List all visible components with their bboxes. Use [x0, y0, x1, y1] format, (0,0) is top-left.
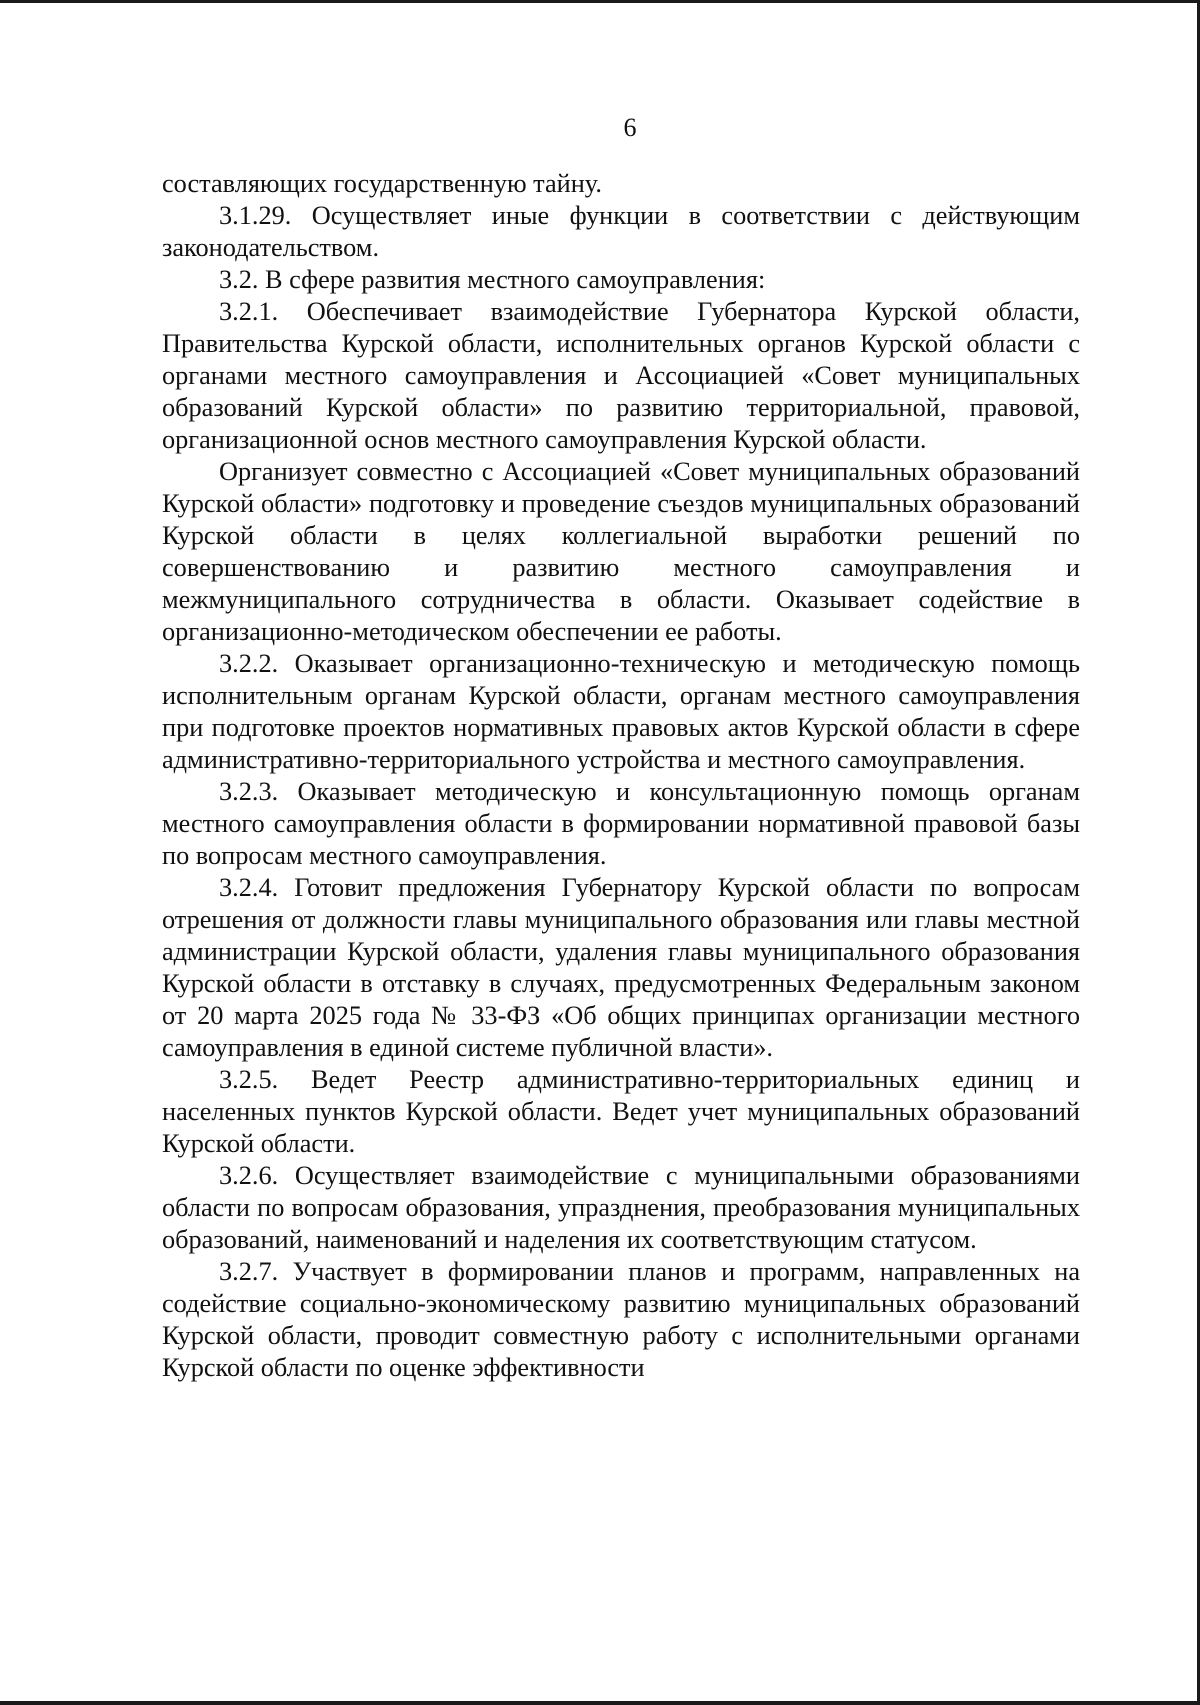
paragraph-3-2-6: 3.2.6. Осуществляет взаимодействие с муниципальными образованиями области по вопросам образования, упразднения, преобразования муниципальных образований, наименований и наделения их соответствующим статусом.	[162, 1161, 1080, 1254]
scan-edge-top	[0, 0, 1200, 3]
paragraph-3-2: 3.2. В сфере развития местного самоуправления:	[219, 265, 766, 294]
scan-edge-bottom	[0, 1701, 1200, 1705]
document-page	[162, 112, 1080, 1384]
paragraph-3-1-29: 3.1.29. Осуществляет иные функции в соответствии с действующим законодательством.	[162, 201, 1080, 262]
paragraph-continuation: составляющих государственную тайну.	[162, 169, 602, 198]
paragraph-3-2-1: 3.2.1. Обеспечивает взаимодействие Губернатора Курской области, Правительства Курской области, исполнительных органов Курской области с органами местного самоуправления и Ассоциацией «Совет муниципальных образований Курской области» по развитию территориальной, правовой, организационной основ местного самоуправления Курской области.	[162, 297, 1080, 454]
paragraph-3-2-4: 3.2.4. Готовит предложения Губернатору Курской области по вопросам отрешения от должности главы муниципального образования или главы местной администрации Курской области, удаления главы муниципального образования Курской области в отставку в случаях, предусмотренных Федеральным законом от 20 марта 2025 года № 33-ФЗ «Об общих принципах организации местного самоуправления в единой системе публичной власти».	[162, 873, 1080, 1062]
paragraph-3-2-2: 3.2.2. Оказывает организационно-техническую и методическую помощь исполнительным органам Курской области, органам местного самоуправления при подготовке проектов нормативных правовых актов Курской области в сфере административно-территориального устройства и местного самоуправления.	[162, 649, 1080, 774]
page-number: 6	[623, 113, 637, 142]
paragraph-3-2-3: 3.2.3. Оказывает методическую и консультационную помощь органам местного самоуправления области в формировании нормативной правовой базы по вопросам местного самоуправления.	[162, 777, 1080, 870]
paragraph-3-2-7: 3.2.7. Участвует в формировании планов и программ, направленных на содействие социально-экономическому развитию муниципальных образований Курской области, проводит совместную работу с исполнительными органами Курской области по оценке эффективности	[162, 1257, 1080, 1382]
paragraph-3-2-5: 3.2.5. Ведет Реестр административно-территориальных единиц и населенных пунктов Курской области. Ведет учет муниципальных образований Курской области.	[162, 1065, 1080, 1158]
paragraph-3-2-1-organizes: Организует совместно с Ассоциацией «Совет муниципальных образований Курской области» подготовку и проведение съездов муниципальных образований Курской области в целях коллегиальной выработки решений по совершенствованию и развитию местного самоуправления и межмуниципального сотрудничества в области. Оказывает содействие в организационно-методическом обеспечении ее работы.	[162, 457, 1080, 646]
